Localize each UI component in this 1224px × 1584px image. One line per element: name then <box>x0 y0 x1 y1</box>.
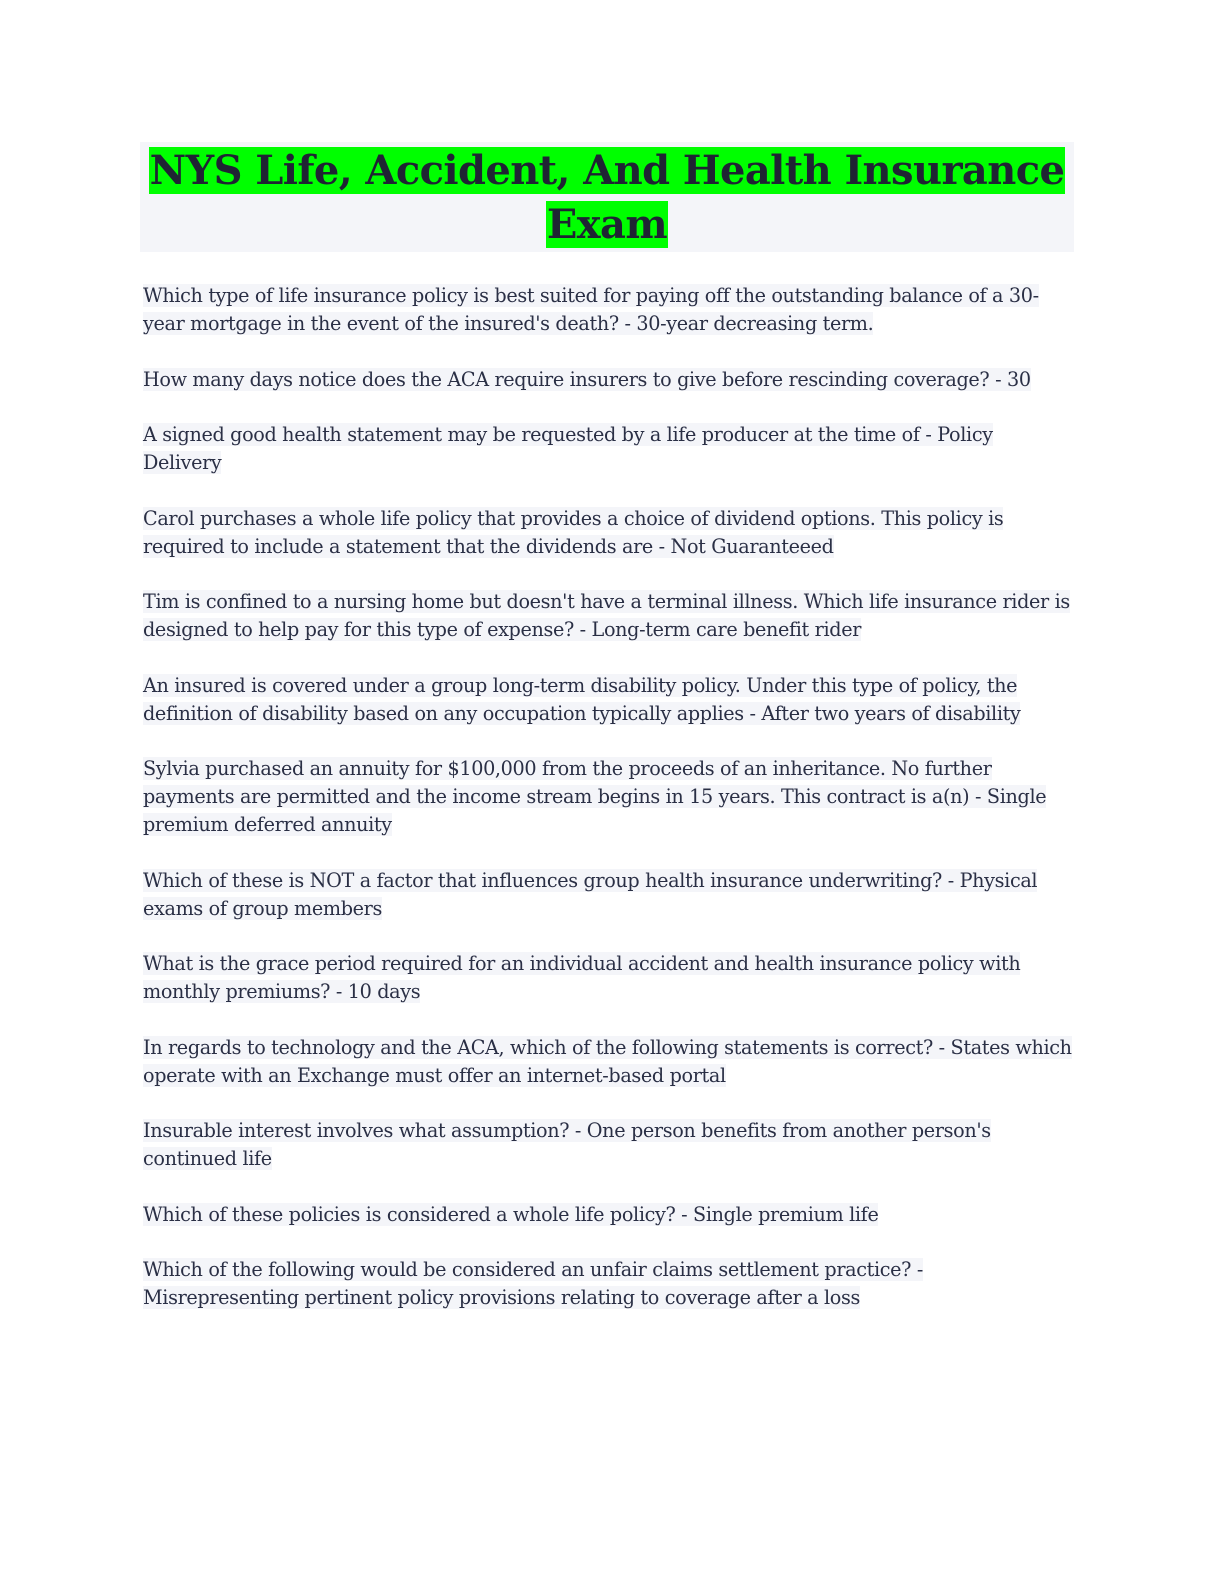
question-text: In regards to technology and the ACA, which of the following statements is correct? - States which operate with an Exchange must offer an internet-based portal <box>143 1035 1072 1087</box>
question-text: Which of these is NOT a factor that influences group health insurance underwriting? - Physical exams of group members <box>143 868 1038 920</box>
question-item <box>143 1256 1074 1312</box>
document-title <box>140 144 1074 252</box>
question-text: Tim is confined to a nursing home but doesn't have a terminal illness. Which life insurance rider is designed to help pay for this type of expense? - Long-term care benefit rider <box>143 590 1070 641</box>
question-text: Which of the following would be considered an unfair claims settlement practice? - Misrepresenting pertinent policy provisions relating to coverage after a loss <box>143 1258 923 1309</box>
question-item <box>143 950 1074 1006</box>
question-text: An insured is covered under a group long-term disability policy. Under this type of policy, the definition of disability based on any occupation typically applies - After two years of disability <box>143 673 1021 725</box>
question-text: Carol purchases a whole life policy that provides a choice of dividend options. This policy is required to include a statement that the dividends are - Not Guaranteeed <box>143 506 1004 558</box>
question-item <box>143 588 1074 644</box>
question-text: What is the grace period required for an individual accident and health insurance policy with monthly premiums? - 10 days <box>143 952 1021 1003</box>
document-page <box>140 142 1074 1340</box>
question-item <box>143 1117 1074 1173</box>
question-item <box>143 672 1074 728</box>
question-item <box>143 1034 1074 1090</box>
document-title-text: NYS Life, Accident, And Health Insurance Exam <box>149 147 1065 248</box>
question-text: Sylvia purchased an annuity for $100,000 from the proceeds of an inheritance. No further payments are permitted and the income stream begins in 15 years. This contract is a(n) - Single premium deferred annuity <box>143 757 1047 836</box>
question-item <box>143 505 1074 561</box>
question-text: Which type of life insurance policy is best suited for paying off the outstanding balance of a 30-year mortgage in the event of the insured's death? - 30-year decreasing term. <box>143 284 1039 335</box>
question-item <box>143 755 1074 839</box>
question-text: How many days notice does the ACA require insurers to give before rescinding coverage? - 30 <box>143 367 1031 391</box>
question-item <box>143 366 1074 394</box>
question-text: Insurable interest involves what assumption? - One person benefits from another person's continued life <box>143 1119 991 1170</box>
title-block <box>140 142 1074 252</box>
question-item <box>143 1201 1074 1229</box>
question-item <box>143 282 1074 338</box>
question-item <box>143 421 1074 477</box>
question-item <box>143 867 1074 923</box>
question-list <box>140 282 1074 1312</box>
question-text: Which of these policies is considered a whole life policy? - Single premium life <box>143 1202 879 1226</box>
question-text: A signed good health statement may be requested by a life producer at the time of - Policy Delivery <box>143 423 993 474</box>
